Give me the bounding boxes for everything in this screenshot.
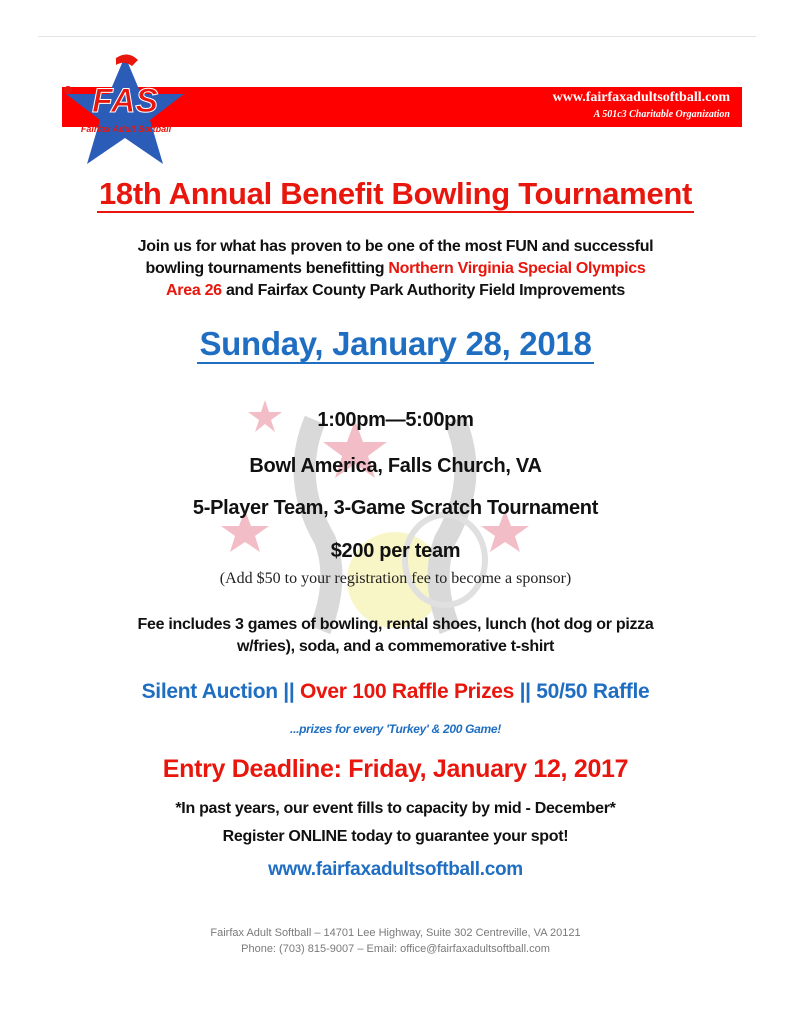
- title-text: 18th Annual Benefit Bowling Tournament: [98, 176, 693, 211]
- footer-address: Fairfax Adult Softball – 14701 Lee Highway, Suite 302 Centreville, VA 20121: [210, 927, 581, 939]
- sponsor-note: (Add $50 to your registration fee to become a sponsor): [219, 570, 572, 587]
- fee-includes: [0, 614, 791, 658]
- intro-line-2-text: bowling tournaments benefitting: [145, 260, 385, 277]
- fee-includes-line-2: w/fries), soda, and a commemorative t-shirt: [237, 638, 554, 655]
- intro-line-3: [0, 280, 791, 302]
- auction-raffle-line: [0, 680, 791, 704]
- intro-paragraph: [0, 236, 791, 302]
- logo-letters: FAS: [91, 82, 159, 120]
- website-link[interactable]: www.fairfaxadultsoftball.com: [268, 859, 523, 880]
- beneficiary-area: Area 26: [166, 282, 222, 299]
- raffle-prizes-text: Over 100 Raffle Prizes: [300, 680, 515, 703]
- fifty-fifty-text: || 50/50 Raffle: [519, 680, 650, 703]
- register-note: Register ONLINE today to guarantee your spot!: [222, 828, 569, 845]
- prizes-note: ...prizes for every 'Turkey' & 200 Game!: [290, 722, 501, 736]
- flyer-title: [0, 176, 791, 212]
- event-fee: $200 per team: [330, 540, 461, 562]
- banner-tagline: A 501c3 Charitable Organization: [593, 109, 730, 120]
- event-date-text: Sunday, January 28, 2018: [199, 325, 592, 362]
- fas-star-logo: [58, 50, 193, 174]
- footer-contact: Phone: (703) 815-9007 – Email: office@fairfaxadultsoftball.com: [241, 943, 550, 955]
- event-date: [0, 325, 791, 363]
- capacity-note: *In past years, our event fills to capacity by mid - December*: [175, 800, 616, 817]
- entry-deadline: Entry Deadline: Friday, January 12, 2017: [162, 755, 629, 783]
- event-time: 1:00pm—5:00pm: [317, 409, 474, 431]
- intro-line-2: [0, 258, 791, 280]
- intro-line-1: Join us for what has proven to be one of the most FUN and successful: [137, 238, 654, 255]
- event-venue: Bowl America, Falls Church, VA: [249, 455, 542, 477]
- page-top-line: [38, 36, 756, 37]
- silent-auction-text: Silent Auction ||: [141, 680, 295, 703]
- logo-subtext: Fairfax Adult Softball: [80, 124, 172, 134]
- beneficiary-special-olympics: Northern Virginia Special Olympics: [388, 260, 646, 277]
- fee-includes-line-1: Fee includes 3 games of bowling, rental shoes, lunch (hot dog or pizza: [137, 616, 654, 633]
- banner-website: www.fairfaxadultsoftball.com: [552, 90, 730, 105]
- intro-line-3-text: and Fairfax County Park Authority Field Improvements: [225, 282, 625, 299]
- event-format: 5-Player Team, 3-Game Scratch Tournament: [192, 497, 599, 519]
